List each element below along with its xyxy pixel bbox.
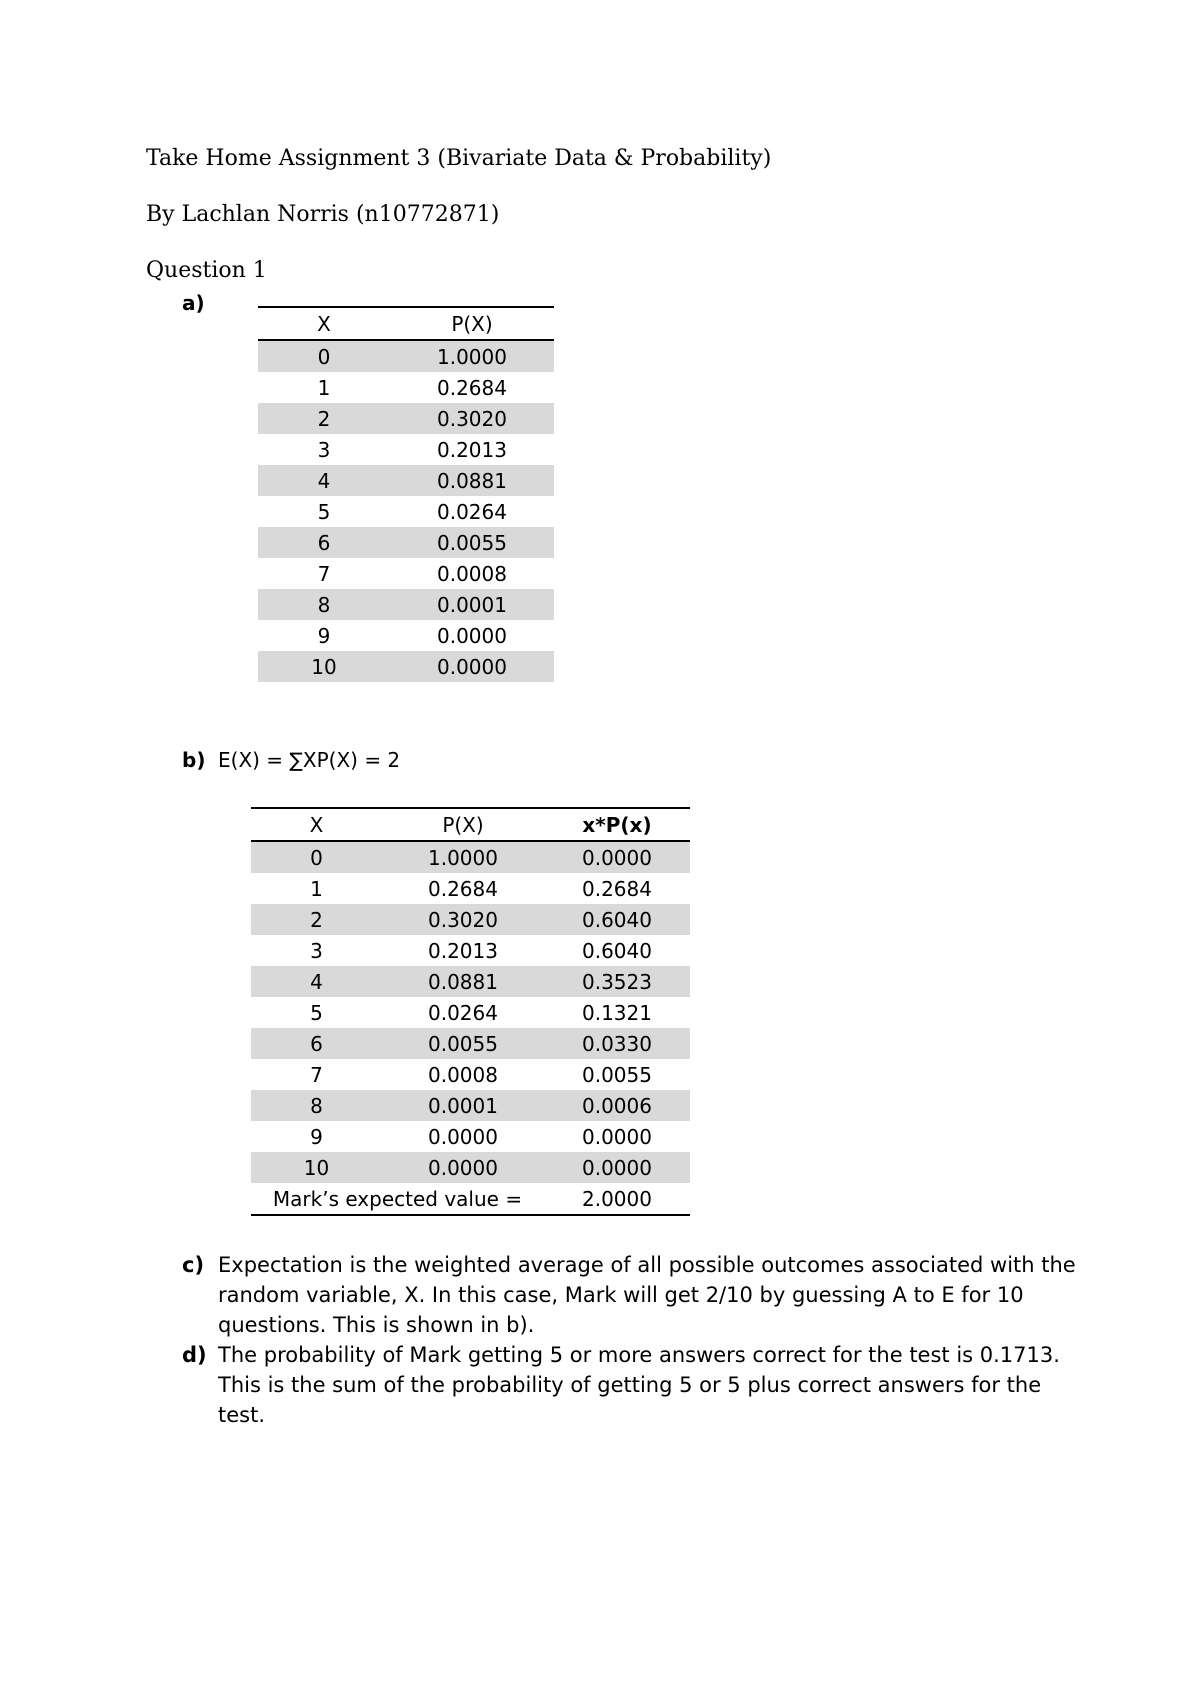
table-row — [251, 841, 690, 873]
table-row — [258, 620, 554, 651]
table-row — [251, 1059, 690, 1090]
cell-xpx: 0.3523 — [544, 966, 690, 997]
table-row — [251, 873, 690, 904]
column-header-x: X — [258, 307, 390, 340]
cell-px: 0.0008 — [390, 558, 554, 589]
table-row — [258, 589, 554, 620]
cell-xpx: 0.0000 — [544, 1121, 690, 1152]
cell-x: 1 — [251, 873, 382, 904]
column-header-xpx: x*P(x) — [544, 808, 690, 841]
table-row — [251, 1090, 690, 1121]
cell-x: 3 — [258, 434, 390, 465]
expected-value-label: Mark’s expected value = — [251, 1183, 544, 1215]
cell-xpx: 0.1321 — [544, 997, 690, 1028]
table-row — [251, 935, 690, 966]
expected-value-row — [251, 1183, 690, 1215]
cell-x: 5 — [258, 496, 390, 527]
cell-px: 0.0055 — [390, 527, 554, 558]
cell-x: 10 — [251, 1152, 382, 1183]
cell-x: 0 — [258, 340, 390, 372]
part-d-label: d) — [182, 1343, 207, 1367]
cell-x: 6 — [251, 1028, 382, 1059]
answer-c — [182, 1250, 1082, 1340]
cell-x: 4 — [258, 465, 390, 496]
table-header-row — [258, 307, 554, 340]
part-b-label: b) — [182, 748, 206, 772]
cell-x: 1 — [258, 372, 390, 403]
cell-px: 0.2684 — [390, 372, 554, 403]
table-row — [251, 1121, 690, 1152]
cell-px: 0.0000 — [390, 620, 554, 651]
table-row — [258, 558, 554, 589]
cell-px: 0.3020 — [390, 403, 554, 434]
table-row — [251, 904, 690, 935]
cell-xpx: 0.0000 — [544, 1152, 690, 1183]
cell-px: 0.0008 — [382, 1059, 544, 1090]
cell-px: 0.0264 — [390, 496, 554, 527]
cell-px: 0.0000 — [382, 1121, 544, 1152]
table-row — [258, 496, 554, 527]
cell-x: 2 — [258, 403, 390, 434]
cell-x: 0 — [251, 841, 382, 873]
cell-px: 0.0881 — [382, 966, 544, 997]
cell-x: 3 — [251, 935, 382, 966]
part-a-label: a) — [182, 291, 205, 315]
cell-x: 4 — [251, 966, 382, 997]
table-row — [251, 997, 690, 1028]
question-heading: Question 1 — [146, 258, 267, 283]
cell-px: 0.0001 — [390, 589, 554, 620]
cell-px: 0.2013 — [382, 935, 544, 966]
cell-x: 8 — [258, 589, 390, 620]
part-c-label: c) — [182, 1253, 205, 1277]
expected-value-result: 2.0000 — [544, 1183, 690, 1215]
cell-x: 8 — [251, 1090, 382, 1121]
answers-list — [182, 1250, 1082, 1430]
table-row — [258, 434, 554, 465]
cell-px: 0.0881 — [390, 465, 554, 496]
expected-value-formula: E(X) = ∑XP(X) = 2 — [218, 748, 401, 772]
part-c-text: Expectation is the weighted average of all possible outcomes associated with the random variable, X. In this case, Mark will get 2/10 by guessing A to E for 10 questions. This is shown in b). — [218, 1253, 1076, 1337]
author-line: By Lachlan Norris (n10772871) — [146, 202, 500, 227]
cell-x: 7 — [258, 558, 390, 589]
probability-table-a — [258, 306, 554, 682]
table-row — [258, 465, 554, 496]
column-header-x: X — [251, 808, 382, 841]
cell-px: 0.0000 — [390, 651, 554, 682]
cell-xpx: 0.2684 — [544, 873, 690, 904]
cell-px: 0.2013 — [390, 434, 554, 465]
cell-xpx: 0.0330 — [544, 1028, 690, 1059]
table-row — [251, 966, 690, 997]
document-title: Take Home Assignment 3 (Bivariate Data & Probability) — [146, 146, 772, 171]
cell-x: 6 — [258, 527, 390, 558]
cell-xpx: 0.6040 — [544, 904, 690, 935]
table-row — [258, 651, 554, 682]
cell-px: 0.0000 — [382, 1152, 544, 1183]
cell-xpx: 0.0000 — [544, 841, 690, 873]
cell-px: 0.3020 — [382, 904, 544, 935]
cell-x: 9 — [258, 620, 390, 651]
part-d-text: The probability of Mark getting 5 or more answers correct for the test is 0.1713. This is the sum of the probability of getting 5 or 5 plus correct answers for the test. — [218, 1343, 1060, 1427]
cell-px: 0.0001 — [382, 1090, 544, 1121]
cell-xpx: 0.0006 — [544, 1090, 690, 1121]
cell-px: 1.0000 — [390, 340, 554, 372]
expected-value-table-b — [251, 807, 690, 1216]
cell-x: 9 — [251, 1121, 382, 1152]
column-header-px: P(X) — [390, 307, 554, 340]
table-header-row — [251, 808, 690, 841]
column-header-px: P(X) — [382, 808, 544, 841]
cell-x: 10 — [258, 651, 390, 682]
table-row — [251, 1028, 690, 1059]
cell-xpx: 0.6040 — [544, 935, 690, 966]
table-row — [258, 372, 554, 403]
table-row — [258, 527, 554, 558]
cell-px: 0.2684 — [382, 873, 544, 904]
cell-x: 5 — [251, 997, 382, 1028]
cell-x: 2 — [251, 904, 382, 935]
table-row — [258, 340, 554, 372]
cell-px: 0.0264 — [382, 997, 544, 1028]
table-row — [251, 1152, 690, 1183]
cell-px: 1.0000 — [382, 841, 544, 873]
cell-x: 7 — [251, 1059, 382, 1090]
cell-px: 0.0055 — [382, 1028, 544, 1059]
cell-xpx: 0.0055 — [544, 1059, 690, 1090]
answer-d — [182, 1340, 1082, 1430]
table-row — [258, 403, 554, 434]
